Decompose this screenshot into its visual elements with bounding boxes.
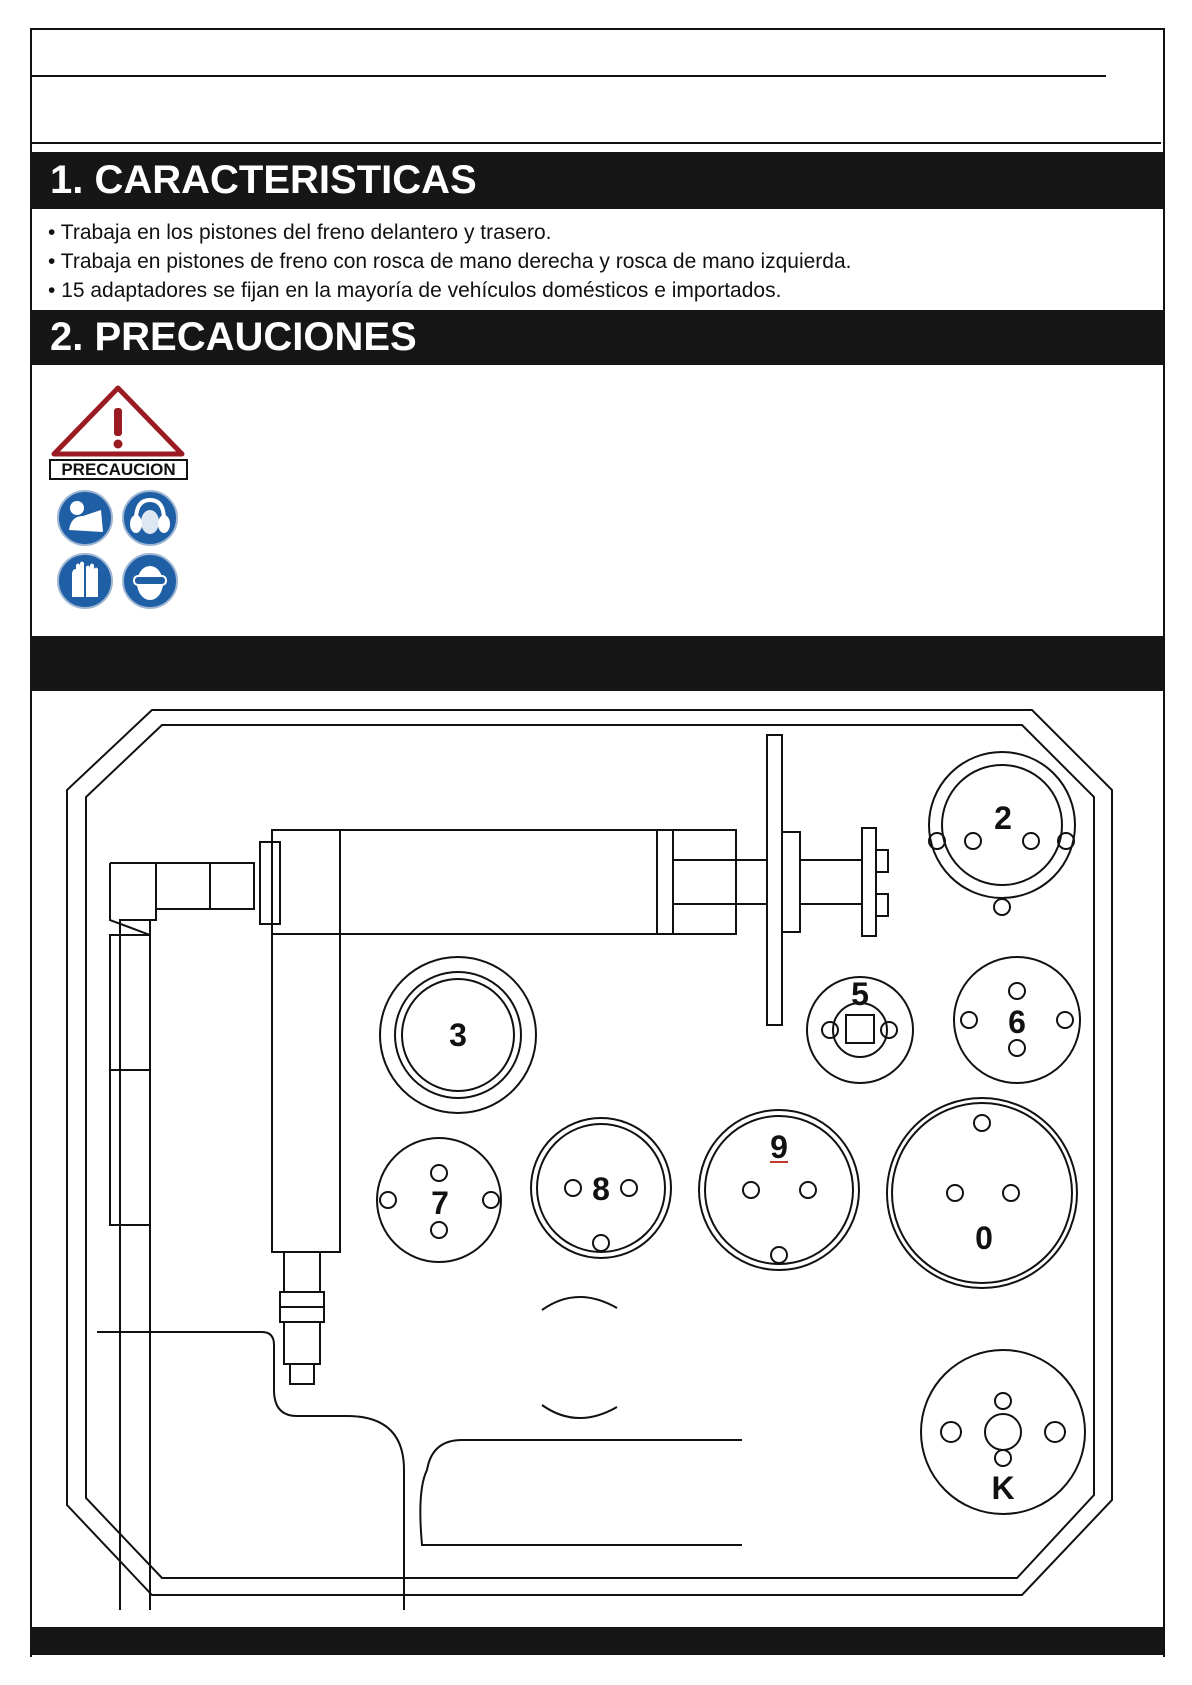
adapter-label-9: 9 [770, 1129, 788, 1165]
case-inner-outline [86, 725, 1094, 1578]
case-outline [67, 710, 1112, 1595]
adapter-label-3: 3 [449, 1017, 467, 1053]
feature-item: • Trabaja en los pistones del freno delantero y trasero. [48, 221, 552, 244]
header-rule-top [30, 75, 1106, 77]
warning-triangle-icon [48, 384, 188, 458]
adapter-label-6: 6 [1008, 1004, 1026, 1040]
tray-bottom [420, 1440, 742, 1545]
footer-bar [30, 1627, 1163, 1655]
tray-left [97, 1332, 404, 1610]
feature-item: • Trabaja en pistones de freno con rosca de mano derecha y rosca de mano izquierda. [48, 250, 852, 273]
header-rule-bottom [30, 142, 1161, 144]
safety-goggles-icon [122, 553, 178, 609]
section-1-heading: 1. CARACTERISTICAS [30, 152, 1163, 209]
tool-kit-diagram [62, 700, 1122, 1610]
adapter-label-8: 8 [592, 1171, 610, 1207]
adapter-label-5: 5 [851, 976, 869, 1012]
gloves-icon [57, 553, 113, 609]
caution-label: PRECAUCION [49, 459, 188, 480]
adapter-label-0: 0 [975, 1220, 993, 1256]
adapter-label-2: 2 [994, 800, 1012, 836]
features-list [48, 218, 852, 305]
ear-protection-icon [122, 490, 178, 546]
feature-item: • 15 adaptadores se fijan en la mayoría de vehículos domésticos e importados. [48, 279, 782, 302]
tray-arc-bottom [542, 1405, 617, 1418]
face-shield-icon [57, 490, 113, 546]
section-2-heading: 2. PRECAUCIONES [30, 310, 1163, 365]
adapter-label-7: 7 [431, 1185, 449, 1221]
adapter-label-k: K [991, 1470, 1015, 1506]
section-3-heading-bar [30, 636, 1163, 691]
adapter-0 [887, 1098, 1077, 1288]
tray-arc-top [542, 1297, 617, 1310]
